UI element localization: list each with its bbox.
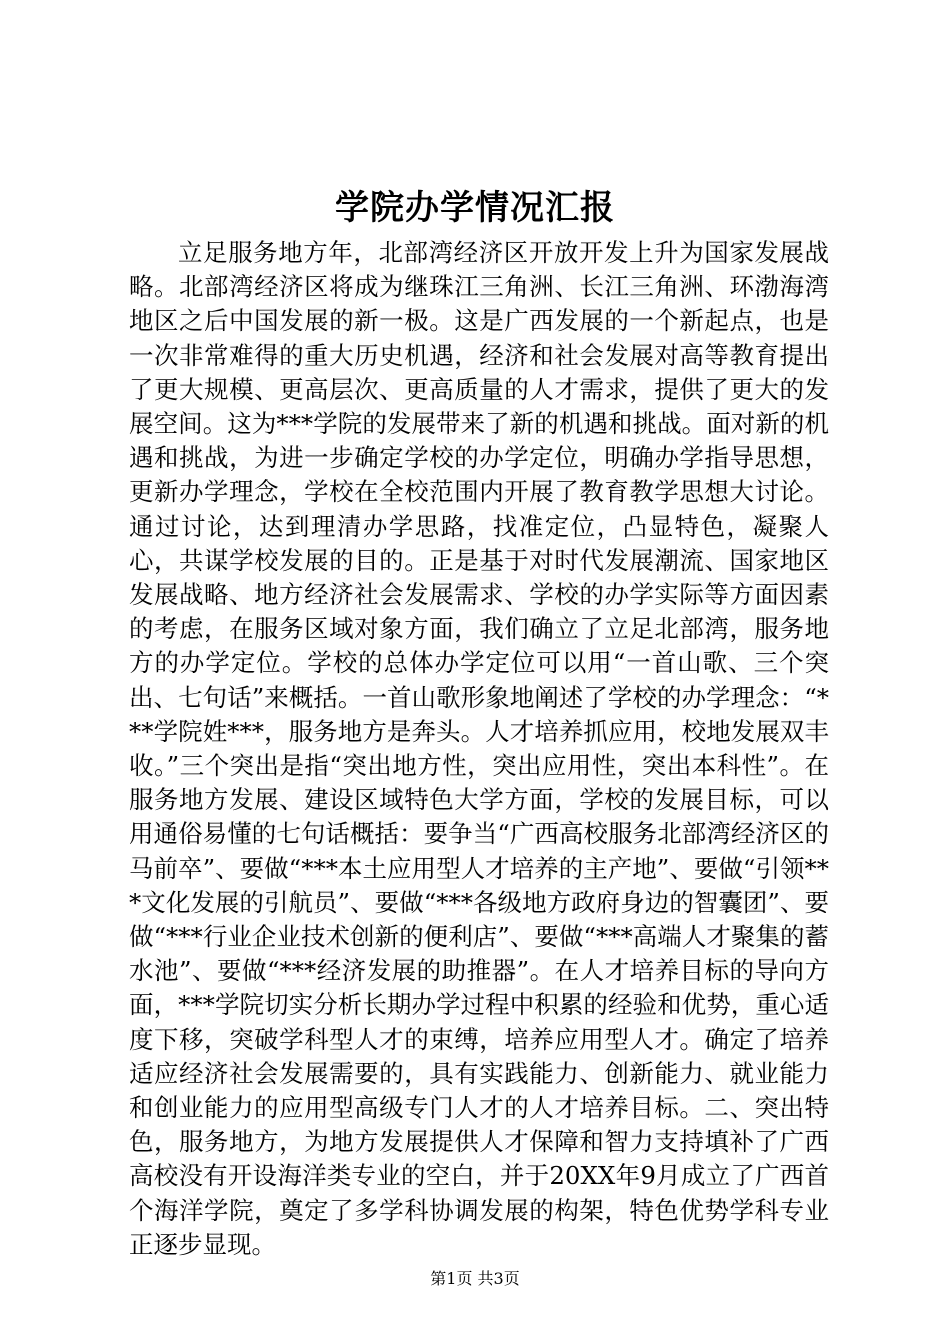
page-number-footer: 第1页 共3页 <box>430 1269 520 1288</box>
document-title: 学院办学情况汇报 <box>335 188 615 228</box>
document-body-paragraph: 立足服务地方年，北部湾经济区开放开发上升为国家发展战略。北部湾经济区将成为继珠江三角洲、长江三角洲、环渤海湾地区之后中国发展的新一极。这是广西发展的一个新起点，也是一次非常难得的重大历史机遇，经济和社会发展对高等教育提出了更大规模、更高层次、更高质量的人才需求，提供了更大的发展空间。这为***学院的发展带来了新的机遇和挑战。面对新的机遇和挑战，为进一步确定学校的办学定位，明确办学指导思想，更新办学理念，学校在全校范围内开展了教育教学思想大讨论。通过讨论，达到理清办学思路，找准定位，凸显特色，凝聚人心，共谋学校发展的目的。正是基于对时代发展潮流、国家地区发展战略、地方经济社会发展需求、学校的办学实际等方面因素的考虑，在服务区域对象方面，我们确立了立足北部湾，服务地方的办学定位。学校的总体办学定位可以用“一首山歌、三个突出、七句话”来概括。一首山歌形象地阐述了学校的办学理念：“***学院姓***，服务地方是奔头。人才培养抓应用，校地发展双丰收。”三个突出是指“突出地方性，突出应用性，突出本科性”。在服务地方发展、建设区域特色大学方面，学校的发展目标，可以用通俗易懂的七句话概括：要争当“广西高校服务北部湾经济区的马前卒”、要做“***本土应用型人才培养的主产地”、要做“引领***文化发展的引航员”、要做“***各级地方政府身边的智囊团”、要做“***行业企业技术创新的便利店”、要做“***高端人才聚集的蓄水池”、要做“***经济发展的助推器”。在人才培养目标的导向方面，***学院切实分析长期办学过程中积累的经验和优势，重心适度下移，突破学科型人才的束缚，培养应用型人才。确定了培养适应经济社会发展需要的，具有实践能力、创新能力、就业能力和创业能力的应用型高级专门人才的人才培养目标。二、突出特色，服务地方，为地方发展提供人才保障和智力支持填补了广西高校没有开设海洋类专业的空白，并于20XX年9月成立了广西首个海洋学院，奠定了多学科协调发展的构架，特色优势学科专业正逐步显现。 <box>129 238 829 1259</box>
